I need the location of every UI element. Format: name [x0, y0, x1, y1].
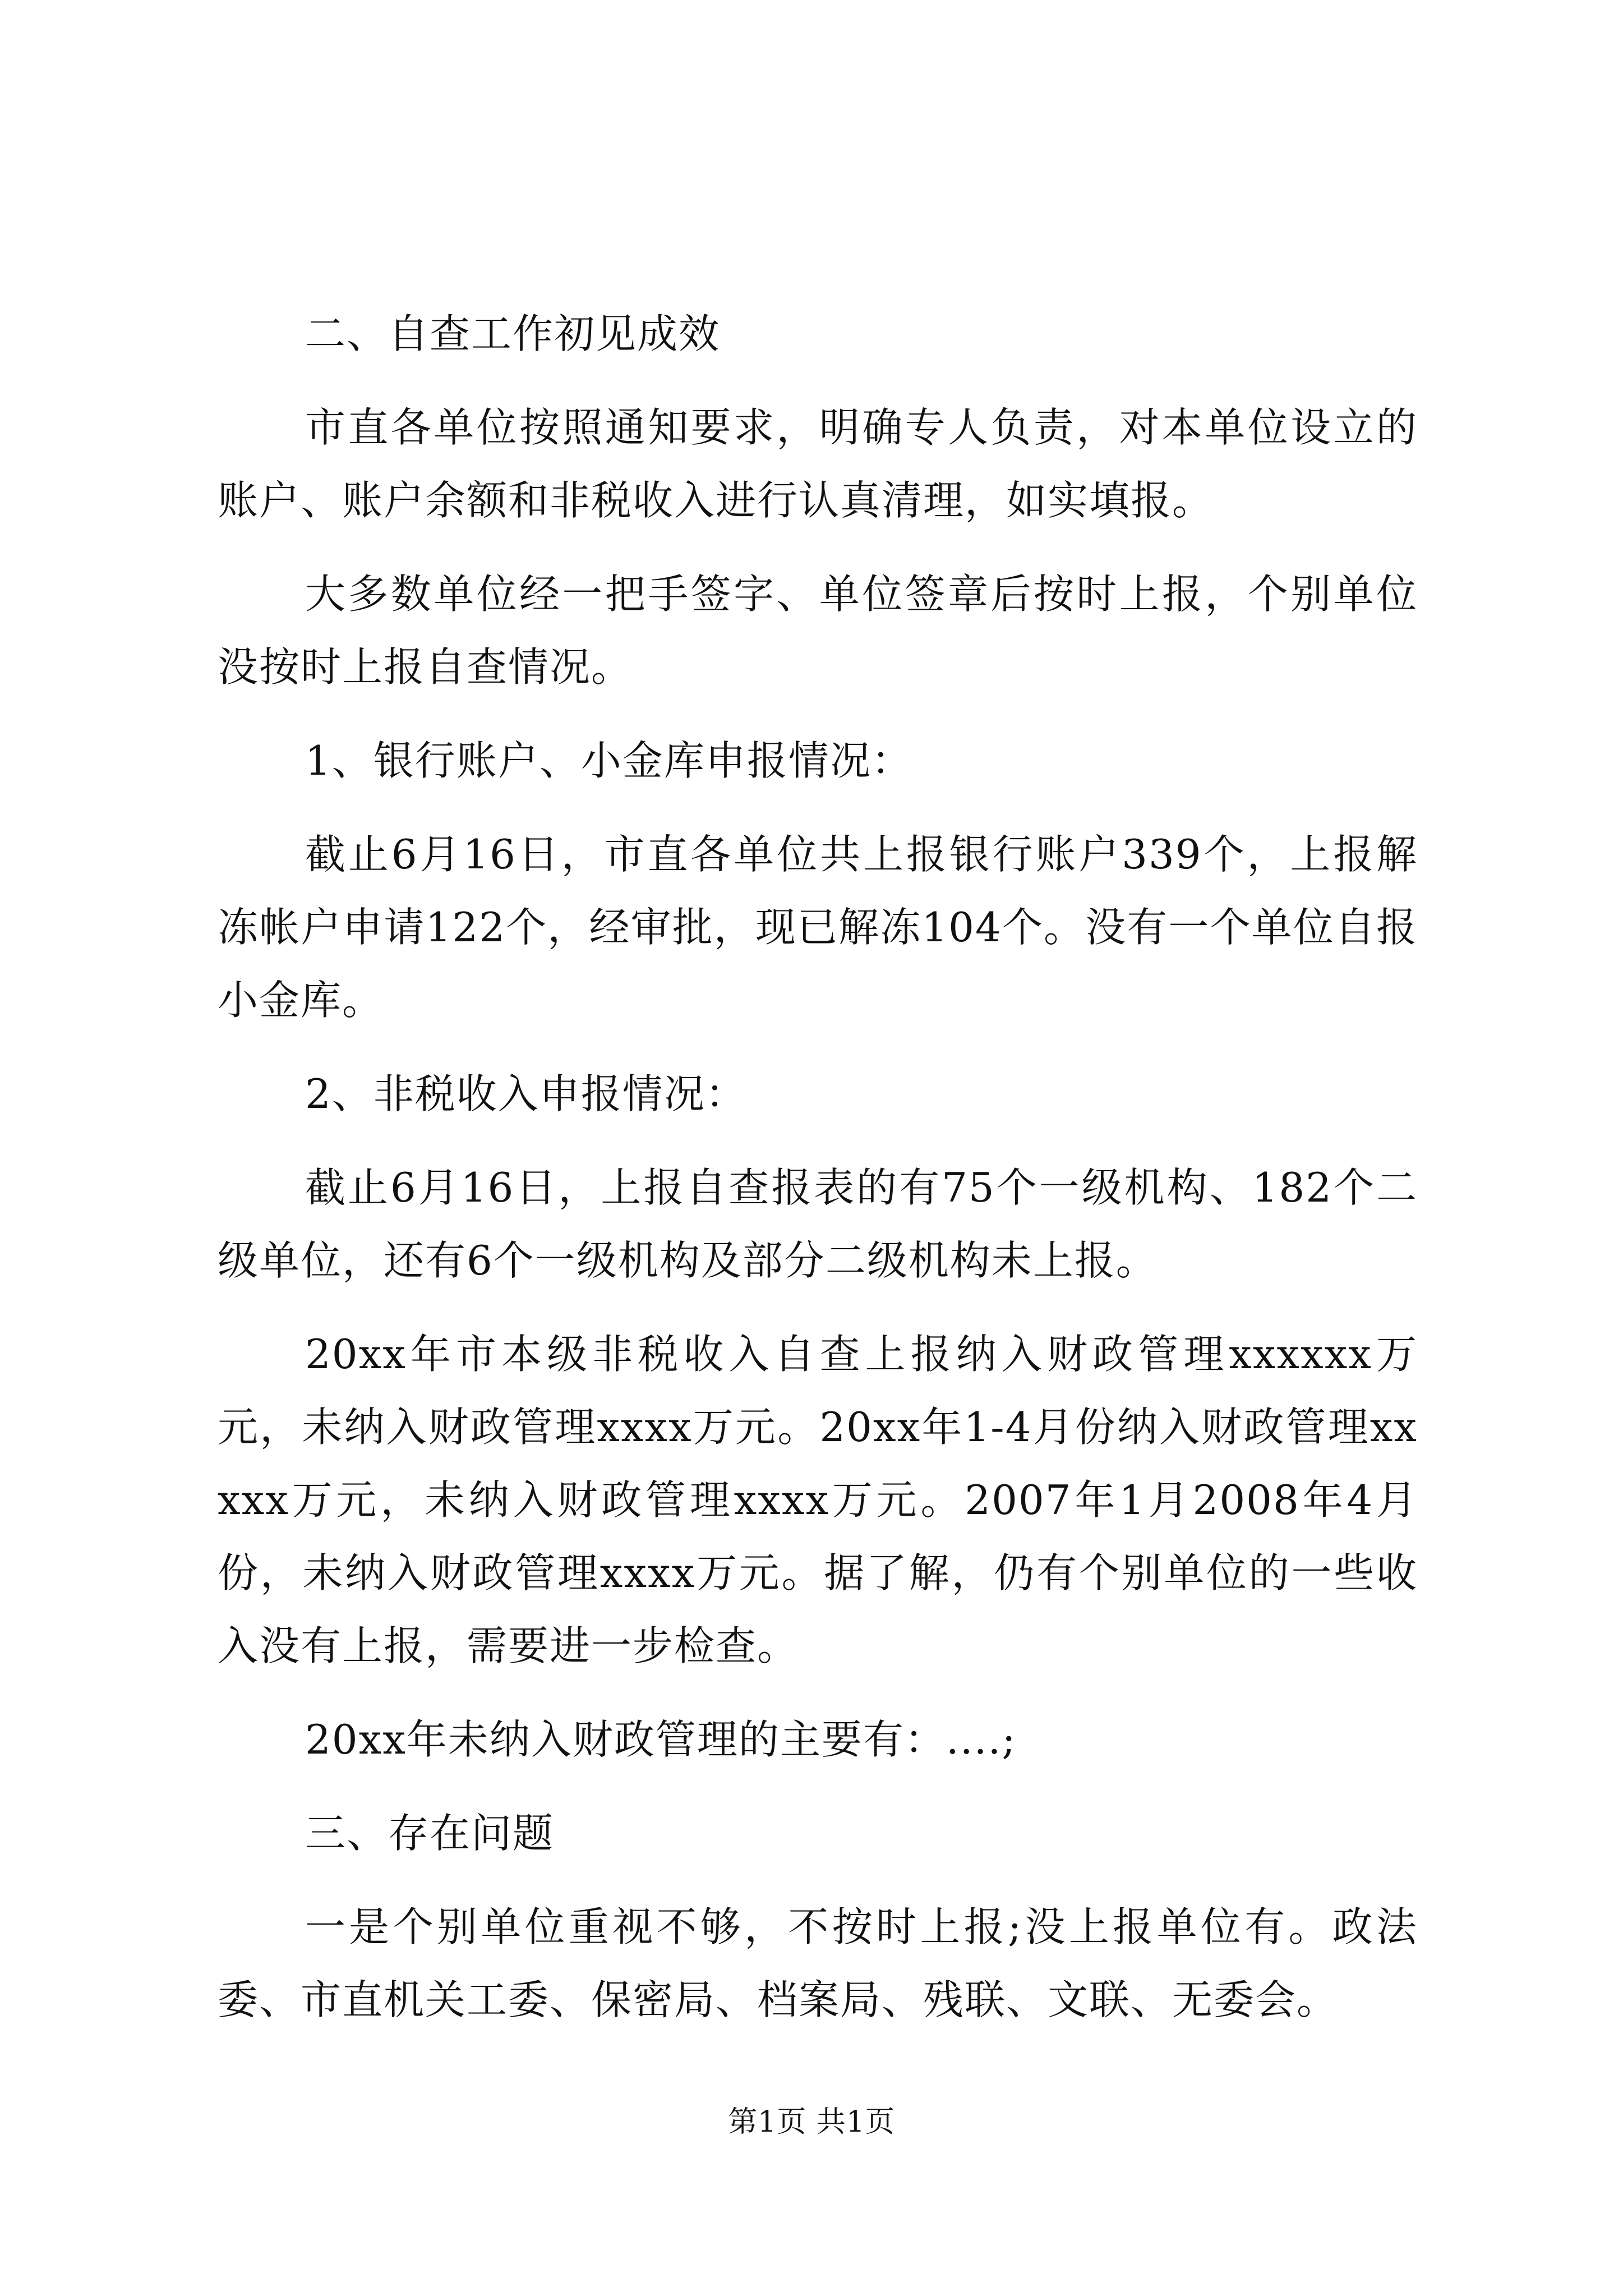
paragraph-non-tax-amounts: 20xx年市本级非税收入自查上报纳入财政管理xxxxxx万元，未纳入财政管理xxxx万元。20xx年1-4月份纳入财政管理xxxxx万元，未纳入财政管理xxxx万元。2007年1月2008年4月份，未纳入财政管理xxxx万元。据了解，仍有个别单位的一些收入没有上报，需要进一步检查。: [218, 1331, 1418, 1669]
subheading-non-tax-income: 2、非税收入申报情况：: [305, 1070, 747, 1117]
paragraph-reporting-status: 大多数单位经一把手签字、单位签章后按时上报，个别单位没按时上报自查情况。: [218, 570, 1418, 691]
subheading-bank-accounts: 1、银行账户、小金库申报情况：: [305, 737, 913, 784]
document-body: [218, 297, 1418, 2057]
section-heading-self-check-results: 二、自查工作初见成效: [305, 310, 721, 357]
section-heading-problems: 三、存在问题: [305, 1810, 555, 1857]
paragraph-unmanaged-items: 20xx年未纳入财政管理的主要有：....;: [305, 1716, 1017, 1763]
paragraph-non-tax-reporting: 截止6月16日，上报自查报表的有75个一级机构、182个二级单位，还有6个一级机构及部分二级机构未上报。: [218, 1164, 1418, 1284]
paragraph-bank-accounts-figures: 截止6月16日，市直各单位共上报银行账户339个，上报解冻帐户申请122个，经审批，现已解冻104个。没有一个单位自报小金库。: [218, 831, 1418, 1024]
page-footer: 第1页 共1页: [728, 2105, 895, 2139]
paragraph-problem-one: 一是个别单位重视不够，不按时上报;没上报单位有。政法委、市直机关工委、保密局、档案局、残联、文联、无委会。: [218, 1903, 1418, 2023]
paragraph-units-cleanup: 市直各单位按照通知要求，明确专人负责，对本单位设立的账户、账户余额和非税收入进行认真清理，如实填报。: [218, 404, 1418, 524]
